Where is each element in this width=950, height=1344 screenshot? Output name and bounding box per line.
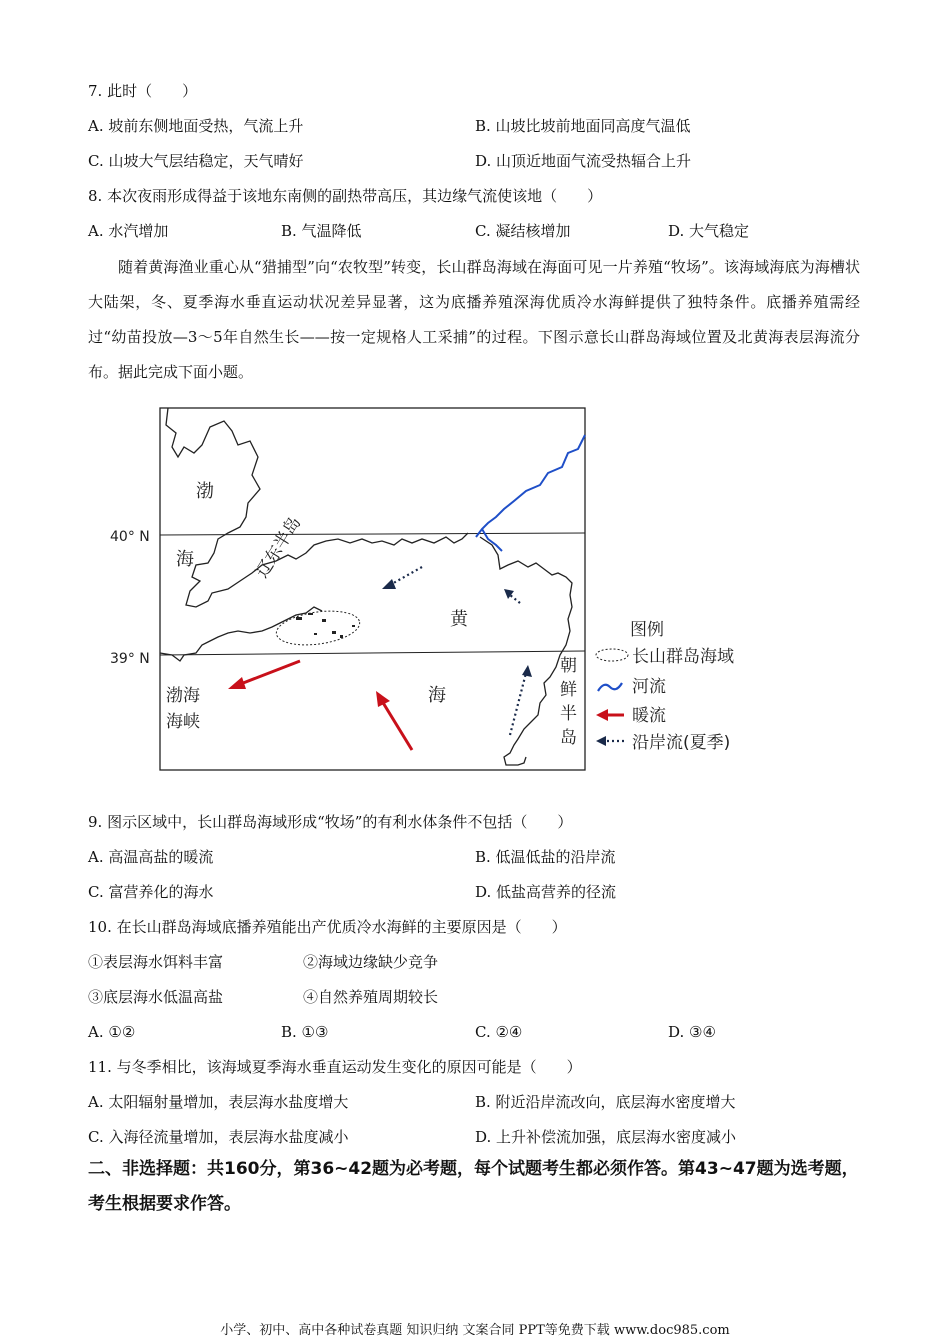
warm-current-north <box>382 701 412 750</box>
lat40-label: 40° N <box>110 529 150 545</box>
q9-option-b: B. 低温低盐的沿岸流 <box>475 848 616 866</box>
lat39-label: 39° N <box>110 651 150 667</box>
legend <box>596 620 734 753</box>
coastline-bohai-south <box>160 607 322 661</box>
latitude-line-39 <box>160 651 585 655</box>
map-figure <box>100 405 770 777</box>
legend-islands-symbol <box>596 649 628 661</box>
bohai-label-1: 渤 <box>196 481 214 502</box>
bohai-label-2: 海 <box>176 549 194 570</box>
strait-label-1: 渤海 <box>166 686 200 706</box>
q9-option-a: A. 高温高盐的暖流 <box>88 848 214 866</box>
passage: 随着黄海渔业重心从“猎捕型”向“农牧型”转变，长山群岛海域在海面可见一片养殖“牧场”。该海域海底为海槽状大陆架，冬、夏季海水垂直运动状况差异显著，这为底播养殖深海优质冷水海鲜提供了独特条件。底播养殖需经过“幼苗投放—3～5年自然生长——按一定规格人工采捕”的过程。下图示意长山群岛海域位置及北黄海表层海流分布。据此完成下面小题。 <box>88 258 860 381</box>
korea-label-1: 朝 <box>560 656 577 676</box>
q10-statement-1: ①表层海水饵料丰富 <box>88 953 224 971</box>
warm-current-arrows <box>228 661 412 750</box>
q7-option-d: D. 山顶近地面气流受热辐合上升 <box>475 152 692 170</box>
q7-option-a: A. 坡前东侧地面受热，气流上升 <box>88 117 304 135</box>
korea-label-3: 半 <box>560 704 577 724</box>
q11-option-a: A. 太阳辐射量增加，表层海水盐度增大 <box>88 1093 349 1111</box>
q11-option-c: C. 入海径流量增加，表层海水盐度减小 <box>88 1128 349 1146</box>
q8-option-c: C. 凝结核增加 <box>475 222 571 240</box>
section-2-heading: 二、非选择题：共160分，第36~42题为必考题，每个试题考生都必须作答。第43~47题为选考题，考生根据要求作答。 <box>88 1159 859 1214</box>
q7-option-b: B. 山坡比坡前地面同高度气温低 <box>475 117 691 135</box>
q10-stem: 10. 在长山群岛海域底播养殖能出产优质冷水海鲜的主要原因是（ ） <box>88 918 567 936</box>
coastal-current-north <box>390 567 422 585</box>
q10-option-a: A. ①② <box>88 1023 136 1041</box>
q10-option-c: C. ②④ <box>475 1023 523 1041</box>
map-frame <box>160 408 585 770</box>
coastal-current-northeast <box>510 595 520 603</box>
strait-label-2: 海峡 <box>166 712 200 732</box>
page-footer: 小学、初中、高中各种试卷真题 知识归纳 文案合同 PPT等免费下载 www.doc985.com <box>220 1323 730 1338</box>
warm-current-strait <box>238 661 300 685</box>
q8-option-d: D. 大气稳定 <box>668 222 750 240</box>
q9-option-d: D. 低盐高营养的径流 <box>475 883 617 901</box>
coastal-current-korea <box>510 673 526 735</box>
legend-title: 图例 <box>630 620 664 640</box>
legend-river-label: 河流 <box>632 677 666 697</box>
latitude-line-40 <box>160 533 585 535</box>
q9-stem: 9. 图示区域中，长山群岛海域形成“牧场”的有利水体条件不包括（ ） <box>88 813 573 831</box>
q8-option-b: B. 气温降低 <box>281 222 362 240</box>
liaodong-label: 辽东半岛 <box>252 513 306 582</box>
changshan-islands-area <box>274 606 362 649</box>
q8-stem: 8. 本次夜雨形成得益于该地东南侧的副热带高压，其边缘气流使该地（ ） <box>88 187 603 205</box>
legend-warm-label: 暖流 <box>632 706 666 726</box>
q7-stem: 7. 此时（ ） <box>88 82 198 100</box>
q10-statement-4: ④自然养殖周期较长 <box>303 988 439 1006</box>
coastline-liaodong <box>166 408 468 607</box>
q10-statement-2: ②海域边缘缺少竞争 <box>303 953 439 971</box>
legend-coastal-label: 沿岸流(夏季) <box>632 733 731 753</box>
q11-stem: 11. 与冬季相比，该海域夏季海水垂直运动发生变化的原因可能是（ ） <box>88 1058 582 1076</box>
huang-label: 黄 <box>450 609 468 630</box>
q11-option-b: B. 附近沿岸流改向，底层海水密度增大 <box>475 1093 736 1111</box>
q10-option-b: B. ①③ <box>281 1023 329 1041</box>
q11-option-d: D. 上升补偿流加强，底层海水密度减小 <box>475 1128 737 1146</box>
island-marks <box>296 613 355 638</box>
q10-option-d: D. ③④ <box>668 1023 716 1041</box>
q9-option-c: C. 富营养化的海水 <box>88 883 214 901</box>
korea-label-4: 岛 <box>560 728 577 748</box>
hai-label: 海 <box>428 685 446 706</box>
q8-option-a: A. 水汽增加 <box>88 222 169 240</box>
q7-option-c: C. 山坡大气层结稳定，天气晴好 <box>88 152 304 170</box>
korea-label-2: 鲜 <box>560 680 577 700</box>
q10-statement-3: ③底层海水低温高盐 <box>88 988 224 1006</box>
legend-river-symbol <box>598 683 622 691</box>
legend-islands-label: 长山群岛海域 <box>632 647 734 667</box>
